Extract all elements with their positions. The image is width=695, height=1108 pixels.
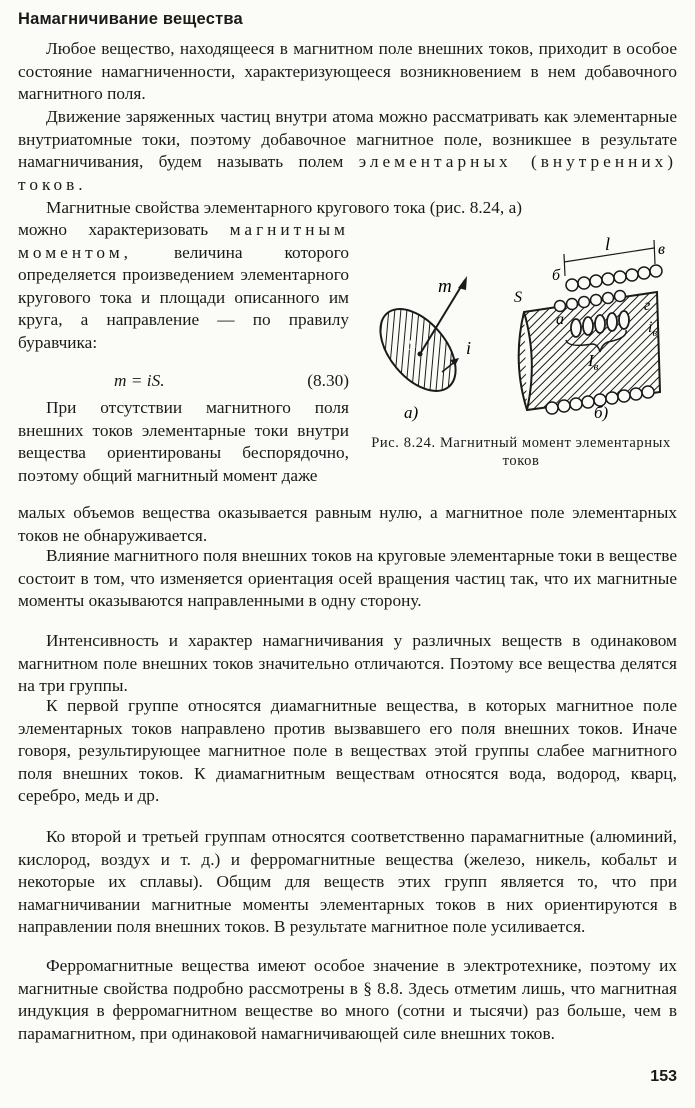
paragraph-3-first-line: Магнитные свойства элементарного кругового тока (рис. 8.24, а) xyxy=(46,198,523,217)
paragraph-3-spaced-term: магнитным моментом, xyxy=(18,220,349,262)
label-g: г xyxy=(644,297,651,314)
dimension-tick-right xyxy=(654,240,655,264)
paragraph-5: Влияние магнитного поля внешних токов на круговые элементарные токи в веществе состоит в том, что изменяется ориентация осей вращения частиц так, что их магнитные моменты оказываются направленными в одну сторону. xyxy=(18,546,677,611)
paragraph-3-text-b: величина которого определяется произведением элементарного кругового тока и площади описанного им круга, а направление — по правилу буравчика: xyxy=(18,242,349,352)
label-b-small: б xyxy=(552,267,561,284)
figure-caption: Рис. 8.24. Магнитный момент элементарных токов xyxy=(371,435,671,469)
label-i: i xyxy=(466,338,472,358)
section-heading: Намагничивание вещества xyxy=(18,10,243,28)
paragraph-4-narrow: При отсутствии магнитного поля внешних токов элементарные токи внутри вещества ориентированы беспорядочно, поэтому общий магнитный момент даже xyxy=(18,398,349,485)
label-iv: $i_в$ xyxy=(648,319,658,339)
page-number: 153 xyxy=(650,1068,677,1085)
formula-number: (8.30) xyxy=(307,371,349,390)
paragraph-4-full: малых объемов вещества оказывается равным нулю, а магнитное поле элементарных токов не обнаруживается. xyxy=(18,503,677,545)
figure-part-b xyxy=(514,234,665,422)
label-v: в xyxy=(658,241,665,258)
label-a-small: а xyxy=(556,311,564,328)
dimension-tick-left xyxy=(564,254,565,276)
label-Iv: $I_в$ xyxy=(588,351,599,373)
paragraph-8: Ко второй и третьей группам относятся соответственно парамагнитные (алюминий, кислород, воздух и т. д.) и ферромагнитные вещества (железо, никель, кобальт и некоторые их сплавы). Общим для веществ этих групп является то, что при намагничивании магнитные моменты элементарных токов в них ориентируются в направлении поля внешних токов. В результате магнитное поле усиливается. xyxy=(18,827,677,937)
paragraph-2-spaced-term: элементарных (внутренних) токов. xyxy=(18,152,677,194)
paragraph-2-text: Движение заряженных частиц внутри атома можно рассматривать как элементарные внутриатомные токи, поэтому добавочное магнитное поле, возникшее в результате намагничивания, будем называть полем xyxy=(18,107,677,172)
moment-arrowhead xyxy=(458,276,467,290)
label-b: б) xyxy=(594,403,609,422)
paragraph-6: Интенсивность и характер намагничивания у различных веществ в одинаковом магнитном поле внешних токов значительно отличаются. Поэтому все вещества делятся на три группы. xyxy=(18,631,677,696)
paragraph-9: Ферромагнитные вещества имеют особое значение в электротехнике, поэтому их магнитные свойства подробно рассмотрены в § 8.8. Здесь отметим лишь, что магнитная индукция в ферромагнитном веществе во много (сотни и тысячи) раз больше, чем в парамагнитном, при одинаковой намагничивающей силе внешних токов. xyxy=(18,956,677,1043)
figure-part-a xyxy=(366,276,471,422)
label-S2: S xyxy=(514,289,522,306)
paragraph-7: К первой группе относятся диамагнитные вещества, в которых магнитное поле элементарных токов направлено против вызвавшего его поля внешних токов. Иначе говоря, результирующее магнитное поле в веществах этой группы слабее магнитного поля внешних токов. К диамагнитным веществам относятся вода, водород, кварц, серебро, медь и др. xyxy=(18,696,677,806)
label-l: l xyxy=(605,234,611,254)
label-a: а) xyxy=(404,403,419,422)
formula-expression: m = iS. xyxy=(114,371,165,390)
label-S: S xyxy=(408,337,416,354)
loop-center-dot xyxy=(418,352,423,357)
paragraph-3-text-a: можно характеризовать xyxy=(18,220,209,239)
current-loop-ellipse xyxy=(366,295,471,405)
formula-8-30 xyxy=(18,370,349,393)
label-m: m xyxy=(438,276,452,297)
paragraph-3-body xyxy=(18,219,349,355)
paragraph-2 xyxy=(18,106,677,196)
paragraph-1: Любое вещество, находящееся в магнитном поле внешних токов, приходит в особое состояние намагниченности, характеризующееся возникновением в нем добавочного магнитного поля. xyxy=(18,39,677,104)
